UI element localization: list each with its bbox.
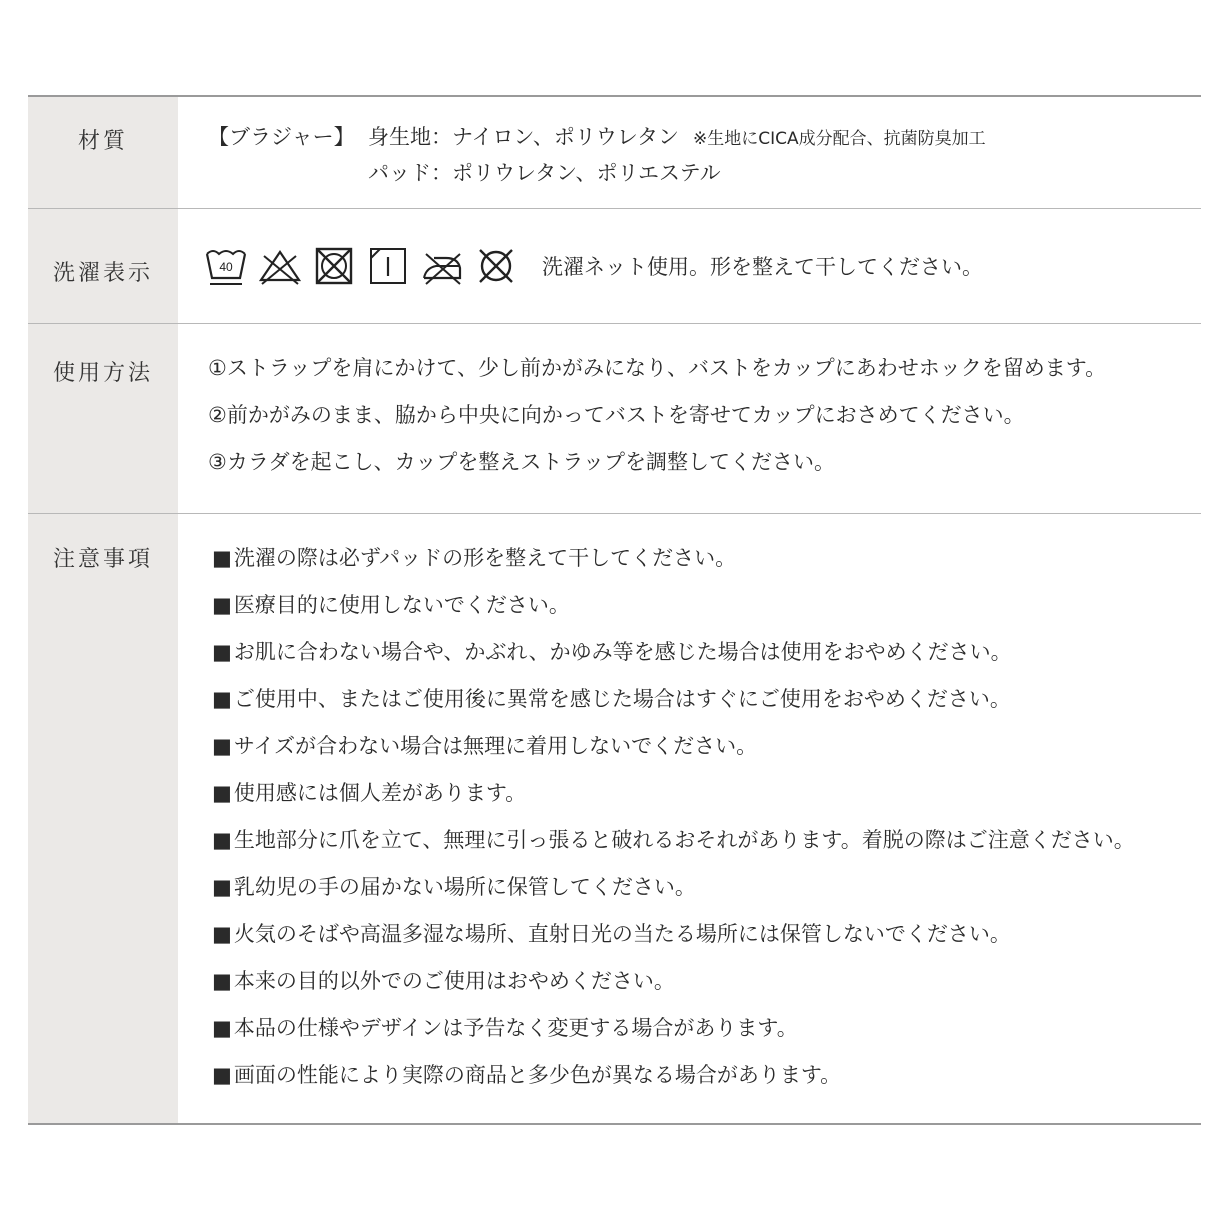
usage-content bbox=[178, 324, 1201, 513]
caution-item: ■ 洗濯の際は必ずパッドの形を整えて干してください。 bbox=[212, 544, 1201, 591]
caution-item: ■ 本来の目的以外でのご使用はおやめください。 bbox=[212, 967, 1201, 1014]
material-label: 材質 bbox=[28, 97, 178, 208]
washing-instruction: 洗濯ネット使用。形を整えて干してください。 bbox=[542, 255, 983, 279]
washing-row bbox=[28, 209, 1201, 324]
material-line-body bbox=[208, 121, 1201, 157]
washing-content bbox=[178, 209, 1201, 323]
caution-item: ■ 本品の仕様やデザインは予告なく変更する場合があります。 bbox=[212, 1014, 1201, 1061]
washing-label: 洗濯表示 bbox=[28, 209, 178, 323]
usage-label: 使用方法 bbox=[28, 324, 178, 513]
caution-content bbox=[178, 514, 1201, 1123]
line-dry-icon bbox=[366, 244, 410, 288]
wash-temp-text: 40 bbox=[219, 260, 233, 274]
usage-step: ①ストラップを肩にかけて、少し前かがみになり、バストをカップにあわせホックを留めます。 bbox=[208, 356, 1107, 380]
usage-step: ③カラダを起こし、カップを整えストラップを調整してください。 bbox=[208, 450, 835, 474]
caution-item: ■ 画面の性能により実際の商品と多少色が異なる場合があります。 bbox=[212, 1061, 1201, 1108]
usage-step: ②前かがみのまま、脇から中央に向かってバストを寄せてカップにおさめてください。 bbox=[208, 403, 1025, 427]
caution-item: ■ 火気のそばや高温多湿な場所、直射日光の当たる場所には保管しないでください。 bbox=[212, 920, 1201, 967]
material-content bbox=[178, 97, 1201, 208]
no-tumble-dry-icon bbox=[312, 244, 356, 288]
material-row bbox=[28, 97, 1201, 209]
caution-item: ■ サイズが合わない場合は無理に着用しないでください。 bbox=[212, 732, 1201, 779]
material-line-pad bbox=[208, 157, 1201, 193]
no-iron-icon bbox=[420, 244, 464, 288]
bra-heading: 【ブラジャー】 bbox=[208, 125, 355, 149]
no-dry-clean-icon bbox=[474, 244, 518, 288]
product-spec-table bbox=[28, 95, 1201, 1125]
body-fabric-note: ※生地にCICA成分配合、抗菌防臭加工 bbox=[693, 129, 986, 149]
caution-item: ■ ご使用中、またはご使用後に異常を感じた場合はすぐにご使用をおやめください。 bbox=[212, 685, 1201, 732]
caution-row bbox=[28, 514, 1201, 1123]
caution-item: ■ お肌に合わない場合や、かぶれ、かゆみ等を感じた場合は使用をおやめください。 bbox=[212, 638, 1201, 685]
caution-item: ■ 医療目的に使用しないでください。 bbox=[212, 591, 1201, 638]
usage-row bbox=[28, 324, 1201, 514]
pad-fabric: パッド：ポリウレタン、ポリエステル bbox=[368, 161, 721, 185]
caution-item: ■ 使用感には個人差があります。 bbox=[212, 779, 1201, 826]
care-symbols bbox=[204, 244, 518, 288]
caution-item: ■ 生地部分に爪を立て、無理に引っ張ると破れるおそれがあります。着脱の際はご注意ください。 bbox=[212, 826, 1201, 873]
body-fabric: 身生地：ナイロン、ポリウレタン bbox=[368, 125, 680, 149]
no-bleach-icon bbox=[258, 244, 302, 288]
wash-40-icon bbox=[204, 244, 248, 288]
caution-label: 注意事項 bbox=[28, 514, 178, 1123]
caution-item: ■ 乳幼児の手の届かない場所に保管してください。 bbox=[212, 873, 1201, 920]
